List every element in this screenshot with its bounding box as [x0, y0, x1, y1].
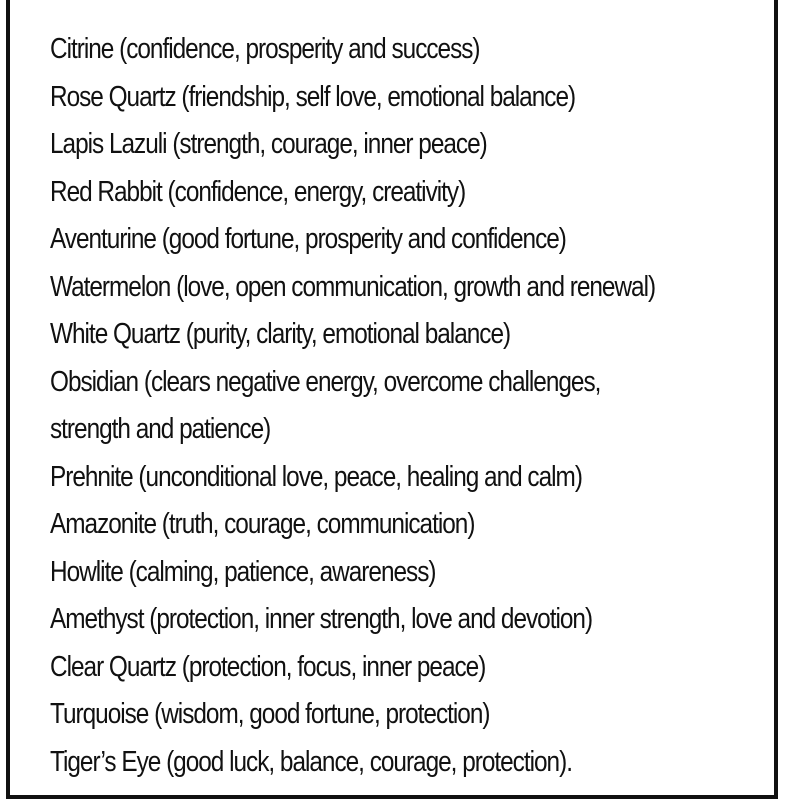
list-item: Red Rabbit (confidence, energy, creativity) [50, 175, 466, 208]
list-item: Aventurine (good fortune, prosperity and confidence) [50, 223, 566, 255]
list-item: Turquoise (wisdom, good fortune, protection) [50, 698, 490, 730]
list-item: Obsidian (clears negative energy, overcome challenges, [50, 365, 601, 398]
list-item: Clear Quartz (protection, focus, inner peace) [50, 650, 486, 683]
list-item: strength and patience) [50, 413, 271, 445]
list-item: Rose Quartz (friendship, self love, emotional balance) [50, 80, 576, 113]
list-item: Howlite (calming, patience, awareness) [50, 555, 436, 588]
list-item: White Quartz (purity, clarity, emotional balance) [50, 318, 511, 350]
list-item: Watermelon (love, open communication, growth and renewal) [50, 270, 656, 303]
list-item: Amazonite (truth, courage, communication) [50, 508, 475, 540]
list-item: Lapis Lazuli (strength, courage, inner peace) [50, 128, 487, 160]
list-item: Tiger’s Eye (good luck, balance, courage, protection). [50, 745, 572, 778]
crystal-meanings-list [50, 26, 770, 786]
list-item: Amethyst (protection, inner strength, love and devotion) [50, 603, 593, 635]
list-item: Prehnite (unconditional love, peace, healing and calm) [50, 460, 582, 493]
list-item: Citrine (confidence, prosperity and success) [50, 33, 480, 65]
